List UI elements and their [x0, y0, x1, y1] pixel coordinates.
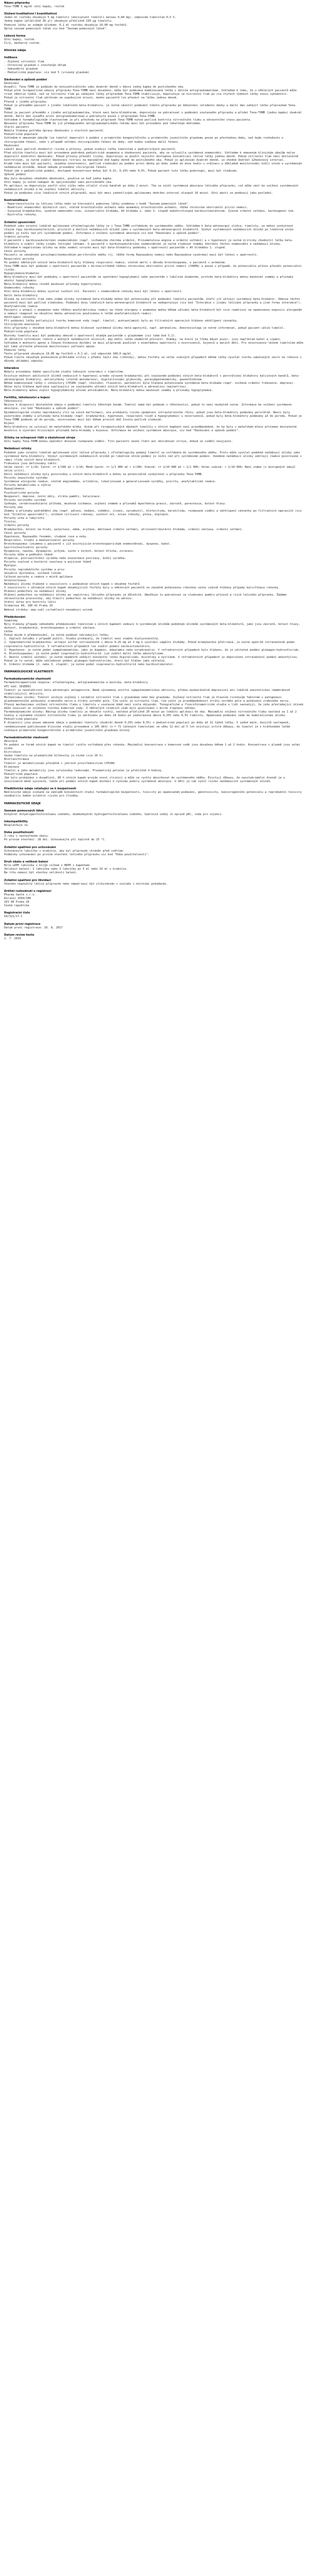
- section-text: Poruchy metabolismu a výživy: [4, 484, 51, 487]
- section-text: Těhotenství: [4, 400, 23, 403]
- section-spacer: [4, 217, 305, 221]
- section-text: Pacienti se závažnými poruchami/onemocněním periferního oběhu (tj. těžké formy Raynaudovy nemoci nebo Raynaudova syndromu) musí být léčeni s opatrností.: [4, 253, 259, 257]
- section-spacer: [4, 857, 305, 860]
- section-text: Cévní poruchy: [4, 250, 26, 253]
- section-text: Dávkování: [4, 82, 20, 86]
- section-spacer: [4, 53, 305, 56]
- section-text: Další beta-blokátory: [4, 294, 38, 297]
- section-text: Vazba timololu na plazmatické bílkoviny je nízká (cca 10 %).: [4, 754, 105, 758]
- section-heading: Držitel rozhodnutí o registraci: [4, 889, 52, 893]
- section-text: Existuje možnost aditivních účinků vedoucích k hypotenzi a/nebo výrazné bradykardii při současném podávání očních beta-blokátorů s perorálními blokátory kalciových kanálů, beta-adrenergními blokátory, antiarytmiky (včetně amiodaronu), digitalisovými glykosidy, parasympatomimetiky, guanethidinem.: [4, 374, 300, 381]
- section-heading: Kontraindikace: [4, 199, 28, 202]
- section-text: Farmakodynamické účinky: Nástup účinku timololu je obvykle rychlý, nastává přibližně 20 minut po lokální aplikaci do oka. Maximální snížení nitroočního tlaku nastává za 1 až 2 hodiny a významné snížení nitroočního tlaku je udržováno po dobu 24 hodin po jednorázové dávce 0,25% nebo 0,5% timololu. Opakované podávání vede ke kumulativnímu účinku.: [4, 710, 299, 718]
- section-heading: Farmakokinetické vlastnosti: [4, 736, 48, 739]
- section-text: Je důležité informovat rodiče o možných nežádoucích účincích, aby mohli léčbu okamžitě přerušit. Známky, na které je třeba dávat pozor, jsou například kašel a sípání.: [4, 337, 282, 341]
- section-text: Přesný mechanismus snížení nitroočního tlaku u timololu v současné době není zcela objasněn. Tonografické a fluorofotometrické studie u lidí naznačují, že jeho převládající účinek může souviset se sníženou tvorbou komorové vody. V některých studiích však bylo pozorováno i mírné zlepšení odtoku.: [4, 703, 305, 710]
- section-text: Systémové alergické reakce, včetně angioedému, urtikárie, lokalizované a generalizované vyrážky, pruritu, anafylaktické reakce.: [4, 480, 217, 484]
- section-text: Pokud jde o pediatrické podání, dostupné koncentrace mohou být 0,1%, 0,25% nebo 0,5%. Pokud pacient tuto léčbu podstoupí, musí být sledován.: [4, 170, 238, 173]
- section-text: Česká republika: [4, 904, 29, 908]
- section-text: Mechanismus účinku: Timolol snižuje zvýšený i normální nitrooční tlak s glaukomem nebo bez glaukomu. Zvýšený nitrooční tlak je hlavním rizikovým faktorem v patogenezi glaukomatózního poškození zrakového nervu a ztráty zorného pole. Čím vyšší je nitrooční tlak, tím vyšší je pravděpodobnost ztráty zorného pole a poškození zrakového nervu.: [4, 696, 290, 703]
- section-heading: Zvláštní upozornění: [4, 221, 36, 224]
- section-text: 3. Hypotenze: je nutné podat sympatomimetika, jako je dopamin, dobutamin nebo noradrenalin. V refrakterních případech bylo hlášeno, že je užitečné podání glukagon-hydrochloridu.: [4, 648, 300, 652]
- section-spacer: [4, 827, 305, 831]
- section-text: Nebyla hlášena potřeba úpravy dávkování u starších pacientů.: [4, 129, 105, 133]
- section-text: Státní ústav pro kontrolu léčiv: [4, 601, 56, 604]
- section-text: Hlášení podezření na nežádoucí účinky po registraci léčivého přípravku je důležité. Umožňuje to pokračovat ve sledování poměru přínosů a rizik léčivého přípravku. Žádáme zdravotnické pracovníky, aby hlásili podezření na nežádoucí účinky na adresu:: [4, 594, 288, 601]
- section-text: Bronchospasmus (zejména u pacientů s již existujícím bronchospastickým onemocněním), dyspnoe, kašel.: [4, 542, 171, 546]
- section-text: Dospělí: Tena-TOMB je podáván do konjunktiválního vaku dvakrát denně v dávce jedna kapka do postiženého oka.: [4, 86, 185, 89]
- section-text: Podobně jako ostatní lokálně aplikované oftalmologické látky je i Tena-TOMB vstřebáván do systémového oběhu. Vzhledem k beta-adrenergní složce, timololu, se mohou vyskytnout stejné typy kardiovaskulárních, plicních a dalších nežádoucích účinků jako u systémových beta-adrenergních blokátorů. Výskyt systémových nežádoucích účinků po lokálním očním podání je nižší než při systémovém podání. Informace o snížení systémové absorpce viz bod "Dávkování a způsob podání".: [4, 224, 295, 235]
- section-text: Psychiatrické poruchy: [4, 491, 40, 495]
- section-text: Beta-blokátory se vylučují do mateřského mléka. Avšak při terapeutických dávkách timololu v očních kapkách není pravděpodobné, že by bylo v mateřském mléce přítomno dostatečné množství k vyvolání klinických příznaků beta-blokády u kojence. Informace ke snížení systémové absorpce, viz bod "Dávkování a způsob podání".: [4, 425, 299, 432]
- section-text: Hypotenze, Raynaudův fenomén, studené ruce a nohy.: [4, 535, 88, 538]
- section-text: 101 00 Praha 10: [4, 901, 29, 904]
- section-text: Při podávání léčby potlačující tvorbu komorové vody (např. timolol, acetazolamid) bylo po filtračních operacích hlášeno odchlípení cévnatky.: [4, 319, 238, 323]
- section-text: Oční přípravky s obsahem beta-blokátorů mohou blokovat systémové účinky beta-agonistů, např. adrenalinu. Anesteziologa je nutné informovat, pokud pacient užívá timolol.: [4, 327, 285, 330]
- section-text: Poruchy nervového systému: [4, 498, 46, 502]
- section-text: Bradykardie, bolest na hrudi, palpitace, edém, arytmie, městnavé srdeční selhání, atrioventrikulární blokáda, srdeční zástava, srdeční selhání.: [4, 528, 244, 531]
- section-spacer: [4, 612, 305, 616]
- section-text: Tena-TOMB 5 mg/ml oční kapky, roztok: [4, 5, 64, 9]
- section-text: Oční kapky, roztok.: [4, 38, 36, 41]
- section-text: Oční kapky je nutné nakapat do spojivkového vaku postiženého oka.: [4, 180, 113, 184]
- section-text: Srdeční poruchy: [4, 524, 29, 528]
- section-spacer: [4, 941, 305, 944]
- section-text: Celkové poruchy a reakce v místě aplikace: [4, 575, 73, 579]
- section-text: - Sinusová bradykardie, syndrom nemocného sinu, sinoatriální blokáda, AV blokáda 2. nebo 3. stupně nekontrolovaná kardiostimulátorem. Zjevné srdeční selhání, kardiogenní šok.: [4, 210, 295, 213]
- section-text: Timolol a jeho metabolity jsou vylučovány ledvinami. Plazmatický poločas je přibližně 4 hodiny.: [4, 769, 163, 772]
- section-text: Frekvence jsou definovány takto:: [4, 462, 58, 465]
- section-text: Všechen nepoužitý léčivý přípravek nebo odpad musí být zlikvidován v souladu s místními požadavky.: [4, 882, 168, 886]
- section-spacer: [4, 875, 305, 878]
- section-text: Šrobárova 48, 100 41 Praha 10: [4, 604, 53, 608]
- section-text: Respirační, hrudní a mediastinální poruchy: [4, 538, 75, 542]
- section-text: Pokud je pacient převáděn z jiného antiglaukomatika, které není beta-blokátorem, doporučuje se pokračovat v podávání současného přípravku a přidat Tena-TOMB (jednu kapku) dvakrát denně. Další den vysaďte první antiglaukomatikum a pokračujte pouze s přípravkem Tena-TOMB.: [4, 111, 303, 118]
- section-spacer: [4, 886, 305, 890]
- section-text: Úplný seznam pomocných látek viz bod "Seznam pomocných látek".: [4, 27, 108, 30]
- section-text: Hypoglykemie.: [4, 487, 26, 491]
- section-text: Odchlípení cévnatky: [4, 316, 36, 319]
- section-spacer: [4, 806, 305, 809]
- section-text: Tinitus.: [4, 520, 18, 524]
- section-heading: Předávkování: [4, 615, 26, 619]
- section-text: Před užitím timololu musí být provedena podrobná pediatrická anamnéza a zhodnocení pacienta, aby se vyloučila systémová onemocnění. Vzhledem k omezeným klinickým údajům nelze doporučit konkrétní dávkování. Pokud přínosy převáží rizika, doporučuje se použít nejnižší dostupnou koncentraci léčivé látky jednou denně. Pokud nitrooční tlak není dostatečně kontrolován, je nutné zvážit dávkovací titraci na maximálně dvě kapky denně do postiženého oka. Pokud je aplikován dvakrát denně, je vhodné dodržet 12hodinový interval.: [4, 151, 300, 162]
- section-text: Další nežádoucí účinky byly pozorovány u očních beta-blokátorů a mohou se potenciálně vyskytnout u přípravku Tena-TOMB.: [4, 473, 203, 477]
- section-text: Respirační poruchy: [4, 257, 35, 261]
- section-text: Beta-blokátory mohou zvýšit hypoglykemický účinek antidiabetik. Beta-blokátory mohou maskovat známky a příznaky hypoglykemie.: [4, 388, 213, 392]
- section-text: Léčba: [4, 630, 13, 634]
- section-text: Pediatrická populace: [4, 133, 38, 137]
- section-heading: Druh obalu a velikost balení: [4, 860, 48, 864]
- section-spacer: [4, 733, 305, 736]
- section-text: Pediatrická populace: [4, 718, 38, 721]
- section-text: Pokud trpíte závažným poškozením průhledné vrstvy v přední části oka (rohovky), mohou fosfáty ve velmi vzácných případech během léčby vyvolat tvorbu zakalených skvrn na rohovce z důvodu ukládání vápníku.: [4, 356, 303, 363]
- section-text: V souvislosti s užíváním očních kapek obsahujících fosfáty byly u některých pacientů se závažně poškozenou rohovkou velmi vzácně hlášeny případy kalcifikace rohovky.: [4, 586, 280, 589]
- section-text: Myalgie.: [4, 564, 18, 568]
- section-text: Anafylaktické reakce: [4, 304, 38, 308]
- section-text: Biotransformace: [4, 758, 29, 761]
- section-text: Webové stránky: www.sukl.cz/nahlasit-nezadouci-ucinek: [4, 608, 93, 612]
- section-text: Nespavost, deprese, noční můry, ztráta paměti, halucinace.: [4, 495, 101, 498]
- section-heading: Léková forma: [4, 34, 26, 38]
- section-text: Neuplatňuje se.: [4, 824, 29, 827]
- section-text: Jak bylo prokázáno u dospělých, 80 % očních kapek projde nosní sliznicí a může se rychle absorbovat do systémového oběhu. Existují důkazy, že nasolakrimální drenáž je u novorozenců méně vyvinutá, takže při podání očních kapek dochází k vyššímu podílu systémové absorpce. U dětí je tak vyšší riziko nežádoucích systémových účinků.: [4, 776, 287, 783]
- section-text: ATC kód: S01ED01: [4, 685, 31, 688]
- section-heading: Zvláštní opatření pro likvidaci: [4, 878, 52, 882]
- section-heading: Doba použitelnosti: [4, 831, 34, 835]
- section-text: Poruchy ucha a labyrintu: [4, 517, 44, 520]
- section-text: Beta-blokátory musí být podávány s opatrností pacientům se spontánní hypoglykemií nebo pacientům s labilním diabetem, protože beta-blokátory mohou maskovat známky a příznaky akutní hypoglykemie.: [4, 276, 295, 283]
- section-text: Vzhledem k možnosti apnoe a Cheyne-Stokesova dýchání se musí přípravek používat s mimořádnou opatrností u novorozenců, kojenců a malých dětí. Pro novorozence léčené timololem může být také užitečné přenosné monitorovací zařízení apnoe.: [4, 341, 305, 348]
- section-text: Dysgeusie, nauzea, dyspepsie, průjem, sucho v ústech, bolest břicha, zvracení.: [4, 550, 135, 553]
- section-text: 64/321/17-C: [4, 915, 23, 919]
- section-text: Alopecie, psoriaziformní vyrážka nebo exacerbace psoriázy, kožní vyrážka.: [4, 557, 126, 561]
- section-text: Tento přípravek obsahuje 10,00 mg fosfátů v 0,1 ml, což odpovídá 100,0 mg/ml.: [4, 352, 133, 355]
- section-text: Čirý, bezbarvý roztok.: [4, 42, 41, 45]
- section-text: Onemocnění rohovky: [4, 286, 35, 290]
- section-heading: Interakce: [4, 367, 19, 370]
- section-text: Beta-blokátory mohou rovněž maskovat příznaky hypertyreózy.: [4, 283, 103, 286]
- section-spacer: [4, 75, 305, 78]
- section-text: Po podání ve formě očních kapek se timolol rychle vstřebává přes rohovku. Maximální koncentrace v komorové vodě jsou dosaženy během 1 až 2 hodin. Koncentrace v plazmě jsou velmi nízké.: [4, 743, 302, 751]
- section-text: Kojení: [4, 421, 14, 425]
- section-text: Symptomy: [4, 619, 18, 622]
- section-text: Pacienti s atopií v anamnéze nebo těžkou anafylaktickou reakcí na různé alergeny v anamnéze mohou během užívání beta-blokátorů být více reaktivní na opakovanou expozici alergenům a nemusí reagovat na obvyklou dávku adrenalinu používanou k léčbě anafylaktických reakcí.: [4, 308, 303, 315]
- section-text: Absorpce: [4, 739, 18, 743]
- section-heading: Indikace: [4, 56, 18, 60]
- section-text: Epidemiologické studie neprokázaly vliv na vznik malformací, ale prokázaly riziko zpomalení intrauterinního růstu, pokud jsou beta-blokátory podávány perorálně. Navíc byly pozorovány známky a příznaky beta-blokády (např. bradykardie, hypotenze, respirační tíseň a hypoglykemie) u novorozenců, pokud byly beta-blokátory podávány až do porodu. Pokud je Tena-TOMB podáván až do porodu, novorozenec musí být během prvních dnů života pečlivě sledován.: [4, 411, 303, 421]
- section-text: Převod z jiného přípravku:: [4, 100, 48, 104]
- section-text: Nežádoucí účinky hlášené v souvislosti s podáváním očních kapek s obsahem fosfátů: [4, 582, 140, 586]
- section-heading: FARMAKOLOGICKÉ VLASTNOSTI: [4, 670, 54, 674]
- section-text: Způsob podání: [4, 173, 26, 177]
- section-text: Neklinické údaje získané na základě konvenčních studií farmakologické bezpečnosti, toxicity po opakovaném podávání, genotoxicity, kancerogenního potenciálu a reprodukční toxicity neodhalily žádné zvláštní riziko pro člověka.: [4, 791, 303, 798]
- section-text: Bílá LDPE lahvička s bílým víčkem z HDPE s kapátkem.: [4, 864, 91, 868]
- section-text: - Hypersenzitivita na léčivou látku nebo na kteroukoli pomocnou látku uvedenou v bodě "Seznam pomocných látek".: [4, 202, 190, 206]
- section-text: Po podání některých očních beta-blokátorů byly hlášeny respirační reakce, včetně úmrtí z důvodu bronchospasmu, u pacientů s astmatem.: [4, 261, 227, 264]
- section-text: K dispozici jsou pouze omezené údaje o podávání timololu (dvakrát denně 0,25% nebo 0,5%) v pediatrické populaci po dobu až 12 týdnů léčby. V jedné malé, dvojitě zaslepené, randomizované publikované klinické studii provedené u 105 dětí (n = 71 léčených timololem) ve věku 12 dní až 5 let existují určité důkazy, že timolol je v krátkodobé léčbě indikace primárního kongenitálního a primárního juvenilního glaukomu účinný.: [4, 721, 292, 732]
- section-spacer: [4, 798, 305, 802]
- section-text: Pokud je nitrooční tlak udržován na uspokojivé úrovni, mnoho pacientů lze převést na léčbu jednou denně.: [4, 96, 178, 100]
- section-text: Pokud je podáváno více lokálních očních přípravků, musí být mezi jednotlivými aplikacemi dodržen interval alespoň 10 minut. Oční masti se podávají jako poslední.: [4, 191, 273, 195]
- section-text: Vzhledem k omezeným údajům lze timolol doporučit k podání u primárního kongenitálního a primárního juvenilního glaukomu pouze po přechodnou dobu, než bude rozhodnuto o chirurgickém řešení, nebo v případě selhání chirurgického řešení do doby, než budou zvážena další řešení.: [4, 137, 285, 144]
- section-text: Gastrointestinální poruchy: [4, 546, 48, 549]
- section-text: Poruchy oka: [4, 505, 23, 509]
- section-text: Nejsou k dispozici dostatečné údaje o podávání timololu těhotným ženám. Timolol nemá být podáván v těhotenství, pokud to není nezbytně nutné. Informace ke snížení systémové absorpce, viz bod "Dávkování a způsob podání".: [4, 403, 294, 411]
- section-text: Datum první registrace: 16. 8. 2017: [4, 926, 63, 929]
- section-text: Vzhledem k negativnímu účinku na dobu vedení vzruchu musí být beta-blokátory podávány s opatrností pacientům s AV blokádou 1. stupně.: [4, 246, 227, 250]
- section-spacer: [4, 908, 305, 911]
- section-text: - Reaktivní onemocnění dýchacích cest, včetně bronchiálního astmatu nebo anamnézy bronchiálního astmatu, těžké chronické obstrukční plicní nemoci.: [4, 206, 248, 210]
- section-text: - Pediatrická populace: viz bod 5 (vrozený glaukom): [4, 71, 90, 74]
- section-text: Chirurgická anestezie: [4, 323, 40, 327]
- section-text: Jeden ml roztoku obsahuje 5 mg timololi (ekvivalent timololi maleas 6,84 mg), odpovídá timololum 0,5 %.: [4, 16, 177, 20]
- section-text: Hlášení podezření na nežádoucí účinky: [4, 590, 66, 594]
- section-heading: Seznam pomocných látek: [4, 809, 44, 812]
- section-heading: Předklinické údaje vztahující se k bezpečnosti: [4, 787, 76, 791]
- section-spacer: [4, 195, 305, 199]
- section-heading: Nežádoucí účinky: [4, 447, 32, 451]
- section-text: Oční kapky Tena-TOMB mohou způsobit dočasné rozmazané vidění. Tito pacienti nesmí řídit ani obsluhovat stroje, dokud se vidění nevyjasní.: [4, 440, 233, 444]
- section-text: Pharma Santé s.r.o.: [4, 893, 36, 896]
- section-text: Pomocné látky se známým účinkem: 0,1 ml roztoku obsahuje 10,00 mg fosfátů.: [4, 23, 128, 27]
- section-text: Roztoky timololu musí být podávány obecně s opatrností mladým pacientům s glaukomem (viz také bod 5.2).: [4, 334, 177, 337]
- section-text: 2. 7. 2019: [4, 937, 21, 940]
- section-text: Oční beta-blokátory mohou vyvolat suchost očí. Pacienti s onemocněním rohovky musí být léčeni s opatrností.: [4, 290, 183, 294]
- section-heading: Registrační číslo: [4, 911, 30, 915]
- section-spacer: [4, 930, 305, 934]
- section-heading: Fertilita, těhotenství a kojení: [4, 396, 50, 400]
- section-text: Jedna kapka (přibližně 30 µl) obsahuje přibližně 150 µg timololu.: [4, 20, 113, 23]
- section-text: Cévní poruchy: [4, 531, 26, 535]
- section-text: Synkopa, cerebrovaskulární příhoda, mozková ischemie, zvýšení známek a příznaků myasthenia gravis, závratě, parestezie, bolest hlavy.: [4, 502, 227, 505]
- section-spacer: [4, 919, 305, 923]
- section-text: Srdeční poruchy: [4, 235, 29, 239]
- section-text: - Zvýšený nitrooční tlak: [4, 60, 44, 63]
- section-spacer: [4, 45, 305, 49]
- section-text: - Sekundární glaukom: [4, 67, 38, 71]
- section-text: Timolol je metabolizován převážně v játrech prostřednictvím CYP2D6.: [4, 761, 116, 765]
- section-text: Velmi časté: >= 1/10; Časté: >= 1/100 až < 1/10; Méně časté: >= 1/1 000 až < 1/100; Vzácné: >= 1/10 000 až < 1/1 000; Velmi vzácné: < 1/10 000; Není známo (z dostupných údajů nelze určit).: [4, 465, 297, 472]
- section-heading: Farmakodynamické vlastnosti: [4, 677, 51, 681]
- section-text: Nasazení přípravku Tena-TOMB do již předepsaného antiglaukomatického režimu musí být provedeno pod lékařským dohledem.: [4, 122, 201, 126]
- section-spacer: [4, 842, 305, 846]
- section-text: Vzhledem k farmakologickým vlastnostem je při přechodu na přípravek Tena-TOMB nutná pečlivá kontrola nitroočního tlaku a zdravotního stavu pacienta.: [4, 118, 252, 122]
- section-spacer: [4, 444, 305, 447]
- section-text: Pokud plné terapeutické odezvy přípravku Tena-TOMB není dosaženo, může být podávána kombinovaná léčba s dalším antiglaukomatikem. Vzhledem k tomu, že u některých pacientů může trvat několik týdnů, než se nitrooční tlak po zahájení léčby přípravkem Tena-TOMB stabilizuje, doporučuje se nitrooční tlak po cca čtyřech týdnech léčby znovu vyhodnotit.: [4, 89, 299, 96]
- section-text: Pediatrická populace: [4, 772, 38, 776]
- section-text: Dihydrát dihydrogenfosforečnanu sodného, dodekahydrát hydrogenfosforečnanu sodného, hydroxid sodný (k úpravě pH), voda pro injekci.: [4, 812, 224, 816]
- section-spacer: [4, 31, 305, 35]
- section-text: Hypoglykemie/diabetes: [4, 272, 40, 275]
- section-text: Po aplikaci se doporučuje zavřít oční víčko nebo stlačit slzný kanálek po dobu 2 minut. Tím se sníží systémová absorpce léčivého přípravku, což může vést ke snížení systémových nežádoucích účinků a ke zvýšení lokální aktivity.: [4, 184, 300, 191]
- section-text: Nebyly provedeny žádné specifické studie lékových interakcí s timololem.: [4, 370, 125, 374]
- section-text: Pomocné látky: [4, 348, 26, 352]
- section-text: 3 roky v neotevřeném obalu.: [4, 835, 49, 838]
- section-text: Velikost balení: 1 lahvička nebo 3 lahvičky po 5 ml nebo 10 ml v krabičce.: [4, 868, 128, 871]
- section-text: Astenie/únava.: [4, 579, 28, 582]
- section-text: U pacientů s kardiovaskulárními onemocněními (např. ischemická choroba srdeční, Prinzmetalova angina a srdeční selhání) a s hypotenzí je nutné kriticky zhodnotit léčbu beta-blokátory a zvážit léčbu jinými léčivými látkami. U pacientů s kardiovaskulárními onemocněními je nutné sledovat známky zhoršení těchto onemocnění a nežádoucí účinky.: [4, 239, 294, 246]
- section-text: Poruchy kůže a podkožní tkáně: [4, 553, 53, 557]
- section-text: Tena-TOMB musí být podáván s opatrností pacientům s mírnou/středně těžkou chronickou obstrukční plicní nemocí (CHOPN) a pouze v případě, že potenciální přínos převáží potenciální riziko.: [4, 264, 303, 272]
- section-text: Byly hlášeny případy náhodného předávkování timololem v očních kapkách vedoucí k systémovým účinkům podobným účinkům systémových beta-blokátorů, jako jsou závratě, bolest hlavy, dušnost, bradykardie, bronchospasmus a srdeční zástava.: [4, 622, 302, 630]
- section-text: Aby bylo dosaženo vhodného dávkování, používá se buď jedna kapka.: [4, 177, 113, 180]
- section-text: Pokud je převáděn pacient z jiného lokálního beta-blokátoru, je nutné ukončit podávání tohoto přípravku po dokončení celodenní dávky a další den zahájit léčbu přípravkem Tena-TOMB.: [4, 104, 297, 111]
- section-text: - Chronický glaukom s otevřeným úhlem: [4, 63, 66, 67]
- section-text: Pediatrická populace: [4, 330, 38, 334]
- section-text: 4. Bronchospasmus: je nutné podat isoprenalin-hydrochlorid. Lze zvážit další léčbu aminofylinem.: [4, 652, 165, 655]
- section-text: Distribuce: [4, 751, 21, 754]
- section-text: Účinek na nitrooční tlak nebo známé účinky systémové beta-blokády mohou být potencovány při podávání timololu pacientům, kteří již užívají systémový beta-blokátor. Odezva těchto pacientů musí být pečlivě sledována. Podávání dvou lokálních beta-adrenergních blokátorů se nedoporučuje (viz bod "Interakce s jinými léčivými přípravky a jiné formy interakce").: [4, 297, 302, 304]
- section-text: Korunní 2569/108: [4, 896, 31, 900]
- section-heading: Zvláštní opatření pro uchovávání: [4, 845, 56, 849]
- section-text: Podobně jako ostatní lokálně aplikované oční léčivé přípravky i oftalmologicky podaný timolol se vstřebává do systémového oběhu. Proto může vyvolat podobné nežádoucí účinky jako systémové beta-blokátory. Výskyt systémových nežádoucích účinků po lokálním očním podání je nižší než při systémovém podání. Uvedené nežádoucí účinky zahrnují reakce pozorované v rámci třídy očních beta-blokátorů.: [4, 451, 303, 462]
- section-heading: Inkompatibility: [4, 820, 28, 823]
- section-heading: FARMACEUTICKÉ ÚDAJE: [4, 802, 41, 805]
- section-text: Poruchy svalové a kosterní soustavy a pojivové tkáně: [4, 561, 91, 564]
- section-heading: Účinky na schopnost řídit a obsluhovat stroje: [4, 436, 76, 440]
- section-text: Podmínky uchovávání po prvním otevření léčivého přípravku viz bod "Doba použitelnosti".: [4, 853, 150, 856]
- section-spacer: [4, 363, 305, 367]
- section-text: Poruchy imunitního systému: [4, 477, 48, 480]
- section-text: Timolol je neselektivní beta-adrenergní antagonista. Nemá významnou vnitřní sympatomimetickou aktivitu, přímou myokardiálně depresivní ani lokálně anestetickou (membránově stabilizující) aktivitu.: [4, 688, 292, 696]
- section-heading: Složení kvalitativní i kvantitativní: [4, 12, 57, 16]
- section-heading: Datum první registrace: [4, 922, 41, 926]
- section-text: Sexuální dysfunkce, snížené libido.: [4, 571, 63, 575]
- section-text: 6. Srdeční blokáda (2. nebo 3. stupně): je nutné podat isoprenalin-hydrochlorid nebo kardiostimulátor.: [4, 663, 175, 666]
- section-text: Dávkování: [4, 144, 20, 147]
- section-text: Během kombinované léčby s inhibitory CYP2D6 (např. chinidin, fluoxetin, paroxetin) byla hlášena potencovaná systémová beta-blokáda (např. snížená srdeční frekvence, deprese).: [4, 381, 295, 385]
- section-text: Pokud dojde k předávkování, je nutné podávat následující léčbu:: [4, 634, 110, 637]
- section-heading: Datum revize textu: [4, 933, 35, 937]
- section-text: Uchovávejte lahvičku v krabičce, aby byl přípravek chráněn před světlem.: [4, 849, 125, 853]
- section-heading: Klinické údaje: [4, 49, 26, 53]
- section-text: Na trhu nemusí být všechny velikosti balení.: [4, 871, 78, 875]
- section-text: Kromě toho musí být pacienti, zejména novorozenci, pečlivě sledováni po podání první dávky po dobu jedné až dvou hodin v ordinaci a důkladně monitorováni kvůli očním a systémovým nežádoucím účinkům, dokud nebude provedeno chirurgické řešení.: [4, 162, 303, 170]
- section-text: Po prvním otevření: 28 dní. Uchovávejte při teplotě do 25 °C.: [4, 838, 106, 842]
- section-text: Známky a příznaky podráždění oka (např. pálení, bodání, svědění, slzení, zarudnutí), blefaritida, keratitida, rozmazané vidění a odchlípení cévnatky po filtračních operacích (viz bod "Zvláštní upozornění"), snížená citlivost rohovky, suchost očí, eroze rohovky, ptóza, diplopie.: [4, 510, 303, 517]
- section-text: 1. Výplach žaludku v případě požití. Studie prokázaly, že timolol není snadno dialyzovatelný.: [4, 637, 160, 641]
- section-spacer: [4, 817, 305, 820]
- section-text: Farmakoterapeutická skupina: oftalmologika, antiglaukomatika a miotika, beta-blokátory: [4, 681, 148, 685]
- section-text: Lékaři musí pečlivě zhodnotit rizika a přínosy, pokud zvažují léčbu timololem u pediatrických pacientů.: [4, 147, 177, 151]
- section-text: Eliminace: [4, 765, 20, 769]
- section-heading: Dávkování a způsob podání: [4, 78, 47, 81]
- section-heading: Název přípravku: [4, 2, 30, 5]
- section-text: 2. Symptomatická bradykardie: atropin sulfát intravenózně v dávce 0,25 mg až 2 mg k vyvolání vagální blokády. Pokud bradykardie přetrvává, je nutné opatrně intravenózně podat isoprenalin-hydrochlorid. V refrakterních případech lze zvážit podání kardiostimulátoru.: [4, 641, 297, 648]
- section-text: 5. Akutní srdeční selhání: je nutné okamžitě zahájit konvenční léčbu digitalisem, diuretiky a kyslíkem. V refrakterních případech je doporučeno intravenózní podání aminofylinu. Pokud je to nutné, může následovat podání glukagon-hydrochloridu, který byl hlášen jako užitečný.: [4, 655, 300, 663]
- section-text: Občas byla hlášena mydriáza vyplývající ze současného užívání očních beta-blokátorů a adrenalinu (epinefrinu).: [4, 385, 188, 388]
- section-text: Starší pacienti: [4, 126, 29, 129]
- section-text: Poruchy reprodukčního systému a prsu: [4, 568, 64, 571]
- section-text: - Dystrofie rohovky.: [4, 213, 38, 217]
